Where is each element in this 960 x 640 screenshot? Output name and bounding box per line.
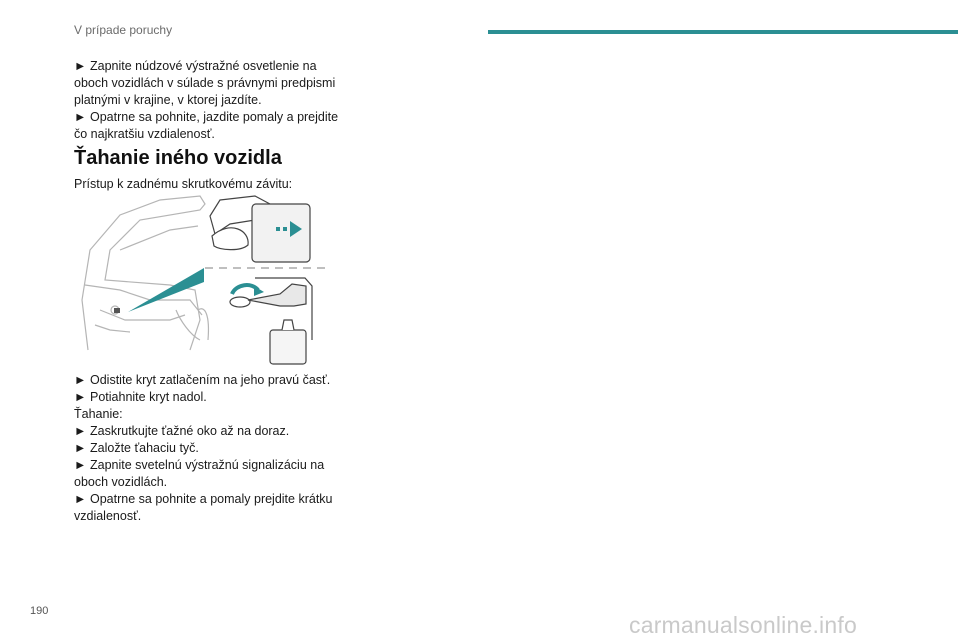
step-line: Ťahanie:	[74, 407, 123, 421]
bullet-arrow-icon: ►	[74, 390, 87, 404]
watermark: carmanualsonline.info	[629, 612, 857, 638]
access-intro: Prístup k zadnému skrutkovému závitu:	[74, 177, 293, 191]
bullet-arrow-icon: ►	[74, 458, 87, 472]
bullet-arrow-icon: ►	[74, 441, 87, 455]
header-accent-rule	[488, 30, 958, 34]
step-line: vzdialenosť.	[74, 509, 142, 523]
page-number: 190	[30, 605, 49, 617]
instruction-line: ► Opatrne sa pohnite, jazdite pomaly a prejdite	[74, 110, 339, 124]
illustration-svg	[80, 190, 335, 365]
bullet-arrow-icon: ►	[74, 110, 87, 124]
towing-steps	[74, 372, 344, 525]
step-line: ► Založte ťahaciu tyč.	[74, 441, 199, 455]
section-title: Ťahanie iného vozidla	[74, 147, 282, 169]
bullet-arrow-icon: ►	[74, 424, 87, 438]
step-line: ► Odistite kryt zatlačením na jeho pravú časť.	[74, 373, 331, 387]
instruction-line: ► Zapnite núdzové výstražné osvetlenie na	[74, 59, 317, 73]
instruction-line: oboch vozidlách v súlade s právnymi predpismi	[74, 76, 336, 90]
bullet-arrow-icon: ►	[74, 59, 87, 73]
step-line: oboch vozidlách.	[74, 475, 168, 489]
bullet-arrow-icon: ►	[74, 373, 87, 387]
running-header: V prípade poruchy	[74, 23, 173, 37]
instruction-line: čo najkratšiu vzdialenosť.	[74, 127, 215, 141]
bullet-arrow-icon: ►	[74, 492, 87, 506]
step-line: ► Zapnite svetelnú výstražnú signalizáciu na	[74, 458, 325, 472]
instruction-line: platnými v krajine, v ktorej jazdíte.	[74, 93, 262, 107]
step-line: ► Opatrne sa pohnite a pomaly prejdite krátku	[74, 492, 333, 506]
towing-eye-illustration	[80, 190, 335, 365]
step-line: ► Zaskrutkujte ťažné oko až na doraz.	[74, 424, 290, 438]
step-line: ► Potiahnite kryt nadol.	[74, 390, 207, 404]
intro-instructions	[74, 58, 344, 143]
